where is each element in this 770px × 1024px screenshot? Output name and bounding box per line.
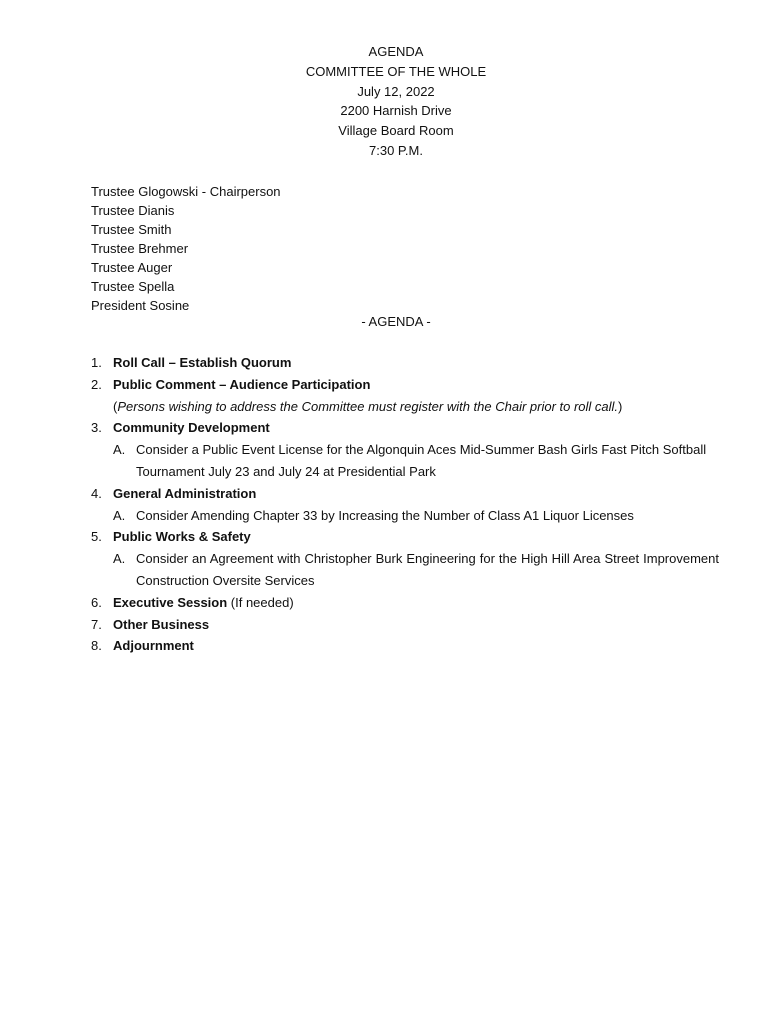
attendee: Trustee Spella [91, 279, 175, 294]
header-date: July 12, 2022 [357, 83, 435, 99]
header-time: 7:30 P.M. [369, 142, 423, 158]
attendee: Trustee Auger [91, 260, 173, 275]
agenda-subtitle: - AGENDA - [361, 314, 431, 329]
item-title: Community Development [113, 420, 270, 436]
item-number: 8. [91, 638, 102, 654]
agenda-item [91, 417, 719, 482]
agenda-item [91, 374, 719, 418]
item-title: General Administration [113, 485, 257, 501]
attendee: Trustee Glogowski - Chairperson [91, 184, 281, 199]
agenda-list [91, 352, 719, 657]
item-note [113, 396, 719, 418]
item-title: Public Comment – Audience Participation [113, 376, 371, 392]
header-title: AGENDA [368, 44, 424, 59]
item-number: 5. [91, 529, 102, 545]
item-number: 6. [91, 594, 102, 610]
item-number: 7. [91, 616, 102, 632]
item-number: 4. [91, 485, 102, 501]
item-title: Public Works & Safety [113, 529, 251, 545]
attendee: Trustee Dianis [91, 203, 175, 218]
header-room: Village Board Room [338, 123, 454, 139]
subitem-text: Consider a Public Event License for the Algonquin Aces Mid-Summer Bash Girls Fast Pitch Softball Tournament July 23 and July 24 at Presidential Park [136, 442, 707, 479]
agenda-item [91, 592, 719, 614]
note-close-paren: ) [618, 398, 623, 414]
agenda-item [91, 614, 719, 636]
subitem-letter: A. [113, 442, 126, 458]
agenda-item [91, 526, 719, 591]
agenda-item [91, 483, 719, 527]
attendee: President Sosine [91, 298, 190, 313]
item-title: Roll Call – Establish Quorum [113, 355, 292, 370]
subitem-letter: A. [113, 551, 126, 567]
agenda-item [91, 635, 719, 657]
note-open-paren: ( [113, 398, 118, 414]
attendee: Trustee Brehmer [91, 241, 189, 256]
item-number: 3. [91, 420, 102, 436]
attendee-list [91, 182, 281, 315]
subitem-letter: A. [113, 507, 126, 523]
attendee: Trustee Smith [91, 222, 172, 237]
header-address: 2200 Harnish Drive [340, 103, 452, 119]
agenda-item [91, 352, 719, 374]
item-title: Executive Session [113, 594, 228, 610]
header-committee: COMMITTEE OF THE WHOLE [305, 63, 487, 79]
subitem-text: Consider Amending Chapter 33 by Increasing the Number of Class A1 Liquor Licenses [136, 507, 634, 523]
agenda-subitem [113, 439, 719, 483]
subitem-text: Consider an Agreement with Christopher Burk Engineering for the High Hill Area Street Improvement Construction Oversite Services [136, 551, 719, 588]
agenda-header [0, 42, 770, 161]
item-number: 1. [91, 355, 102, 370]
note-text: Persons wishing to address the Committee must register with the Chair prior to roll call. [117, 398, 619, 414]
item-suffix: (If needed) [227, 594, 294, 610]
agenda-subitem [113, 505, 719, 527]
item-title: Other Business [113, 616, 210, 632]
item-title: Adjournment [113, 638, 194, 654]
agenda-subitem [113, 548, 719, 592]
item-number: 2. [91, 376, 102, 392]
